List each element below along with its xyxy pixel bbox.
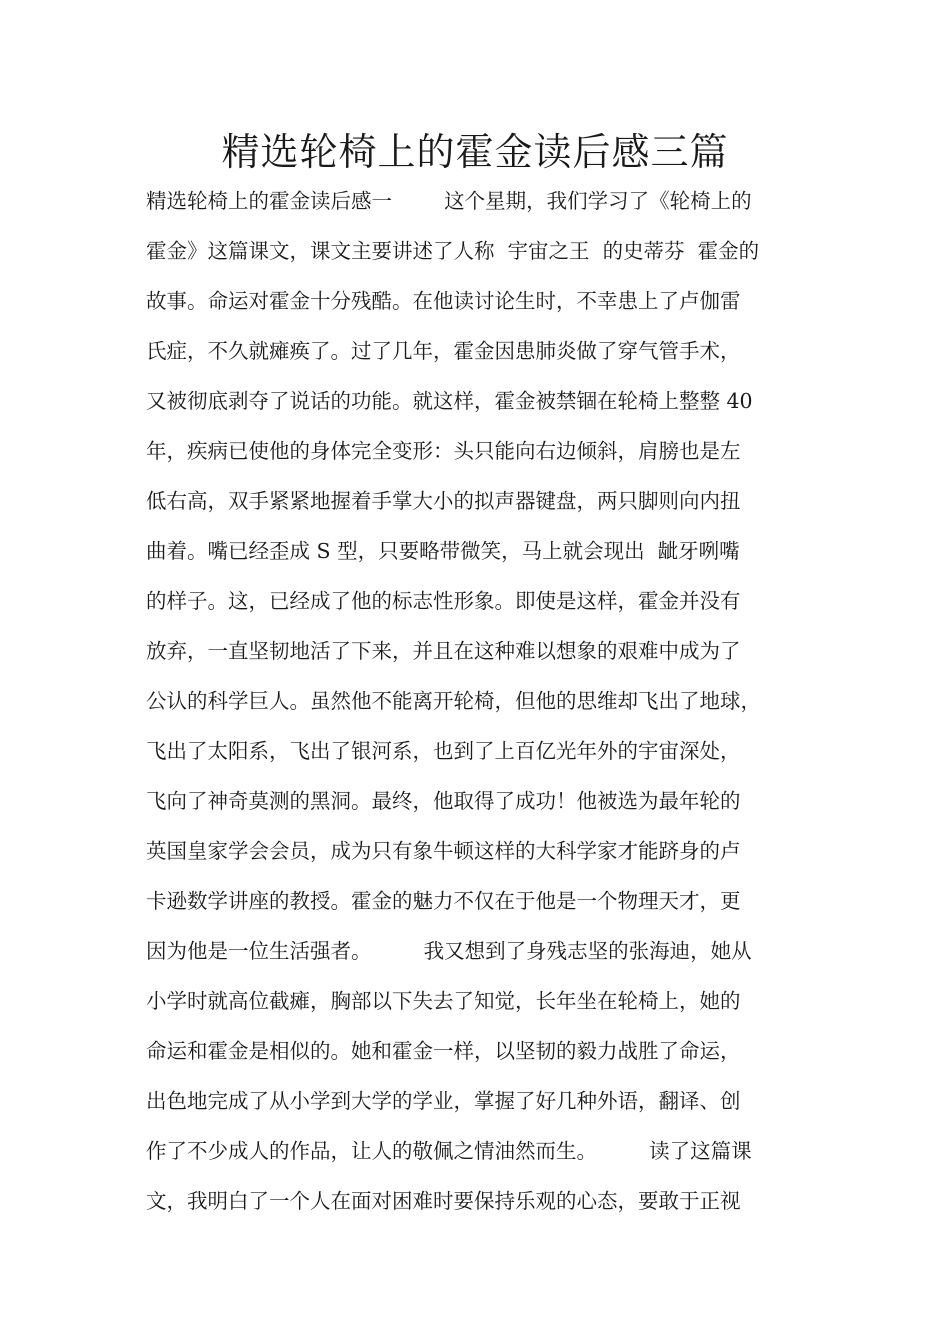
body-line: 故事。命运对霍金十分残酷。在他读讨论生时，不幸患上了卢伽雷 (146, 289, 741, 313)
body-line: 的样子。这，已经成了他的标志性形象。即使是这样，霍金并没有 (146, 589, 741, 613)
document-title: 精选轮椅上的霍金读后感三篇 (221, 130, 729, 174)
body-line: 命运和霍金是相似的。她和霍金一样，以坚韧的毅力战胜了命运， (146, 1039, 741, 1063)
body-line: 出色地完成了从小学到大学的学业，掌握了好几种外语，翻译、创 (146, 1089, 741, 1113)
document-body (146, 176, 836, 1226)
body-line: 年，疾病已使他的身体完全变形：头只能向右边倾斜，肩膀也是左 (146, 439, 741, 463)
body-line: 英国皇家学会会员，成为只有象牛顿这样的大科学家才能跻身的卢 (146, 839, 741, 863)
body-line: 因为他是一位生活强者。 我又想到了身残志坚的张海迪，她从 (146, 939, 752, 963)
body-line: 又被彻底剥夺了说话的功能。就这样，霍金被禁锢在轮椅上整整 40 (146, 389, 753, 413)
body-line: 飞出了太阳系，飞出了银河系，也到了上百亿光年外的宇宙深处， (146, 739, 741, 763)
body-line: 曲着。嘴已经歪成 S 型，只要略带微笑，马上就会现出 龇牙咧嘴 (146, 539, 740, 563)
body-line: 低右高，双手紧紧地握着手掌大小的拟声器键盘，两只脚则向内扭 (146, 489, 741, 513)
body-line: 卡逊数学讲座的教授。霍金的魅力不仅在于他是一个物理天才，更 (146, 889, 741, 913)
body-line: 公认的科学巨人。虽然他不能离开轮椅，但他的思维却飞出了地球， (146, 689, 761, 713)
body-line: 氏症，不久就瘫痪了。过了几年，霍金因患肺炎做了穿气管手术， (146, 339, 741, 363)
body-line: 小学时就高位截瘫，胸部以下失去了知觉，长年坐在轮椅上，她的 (146, 989, 741, 1013)
body-line: 飞向了神奇莫测的黑洞。最终，他取得了成功！他被选为最年轮的 (146, 789, 741, 813)
body-line: 放弃，一直坚韧地活了下来，并且在这种难以想象的艰难中成为了 (146, 639, 741, 663)
body-line: 文，我明白了一个人在面对困难时要保持乐观的心态，要敢于正视 (146, 1189, 741, 1213)
body-line: 精选轮椅上的霍金读后感一 这个星期，我们学习了《轮椅上的 (146, 189, 752, 213)
body-line: 霍金》这篇课文，课文主要讲述了人称 宇宙之王 的史蒂芬 霍金的 (146, 239, 760, 263)
body-line: 作了不少成人的作品，让人的敬佩之情油然而生。 读了这篇课 (146, 1139, 752, 1163)
